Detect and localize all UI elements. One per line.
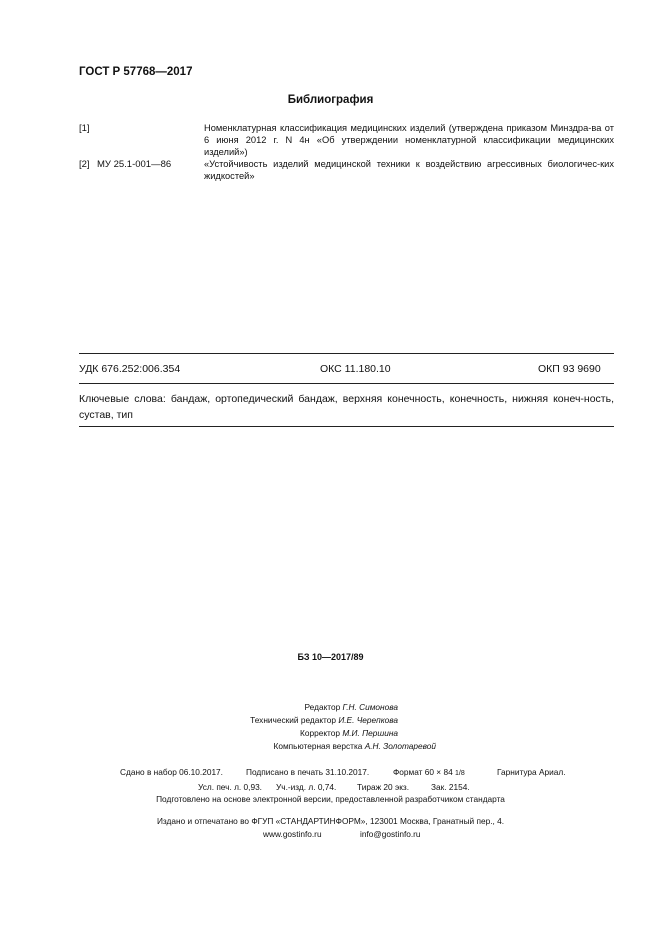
publish-sheets: Уч.-изд. л. 0,74.: [276, 782, 337, 792]
typeface: Гарнитура Ариал.: [497, 767, 566, 777]
bz-number: БЗ 10—2017/89: [297, 652, 364, 662]
credit-person: А.Н. Золотаревой: [364, 741, 436, 751]
document-code: ГОСТ Р 57768—2017: [79, 66, 193, 78]
print-run: Тираж 20 экз.: [357, 782, 410, 792]
credit-tech-editor: [138, 715, 398, 725]
ref-code: МУ 25.1-001—86: [97, 159, 172, 170]
ref-text: Номенклатурная классификация медицинских изделий (утверждена приказом Минздра-ва от 6 июня 2012 г. N 4н «Об утверждении номенклатурной классификации медицинских изделий»): [204, 123, 614, 157]
format-fraction: 1/8: [455, 770, 465, 777]
credit-role: Корректор: [300, 728, 340, 738]
format-text: Формат 60 × 84: [393, 767, 453, 777]
credit-proofreader: [138, 728, 398, 738]
credit-role: Технический редактор: [250, 715, 336, 725]
print-format: [393, 767, 465, 777]
credit-editor: [138, 702, 398, 712]
website-link[interactable]: www.gostinfo.ru: [263, 829, 322, 839]
ref-number: [2]: [79, 159, 90, 170]
signed-for-print: Подписано в печать 31.10.2017.: [246, 767, 370, 777]
okp-code: ОКП 93 9690: [538, 363, 601, 375]
publisher: Издано и отпечатано во ФГУП «СТАНДАРТИНФОРМ», 123001 Москва, Гранатный пер., 4.: [156, 816, 505, 826]
udk-code: УДК 676.252:006.354: [79, 363, 181, 375]
credit-layout: [176, 741, 436, 751]
oks-code: ОКС 11.180.10: [320, 363, 391, 375]
credit-person: М.И. Першина: [342, 728, 398, 738]
order-number: Зак. 2154.: [431, 782, 470, 792]
credit-person: И.Е. Черепкова: [338, 715, 398, 725]
email-link[interactable]: info@gostinfo.ru: [360, 829, 421, 839]
ref-text: «Устойчивость изделий медицинской техники к воздействию агрессивных биологичес-ких жидкостей»: [204, 159, 614, 181]
keywords: Ключевые слова: бандаж, ортопедический бандаж, верхняя конечность, конечность, нижняя конеч-ность, сустав, тип: [79, 393, 614, 421]
credit-person: Г.Н. Симонова: [342, 702, 398, 712]
divider-top: [79, 353, 614, 354]
ref-number: [1]: [79, 123, 90, 134]
credit-role: Редактор: [304, 702, 341, 712]
print-sheets: Усл. печ. л. 0,93.: [198, 782, 262, 792]
divider-middle: [79, 383, 614, 384]
prepared-note: Подготовлено на основе электронной версии, предоставленной разработчиком стандарта: [156, 794, 505, 804]
bibliography-title: Библиография: [287, 94, 374, 106]
credit-role: Компьютерная верстка: [273, 741, 363, 751]
sent-to-set: Сдано в набор 06.10.2017.: [120, 767, 223, 777]
divider-bottom: [79, 426, 614, 427]
